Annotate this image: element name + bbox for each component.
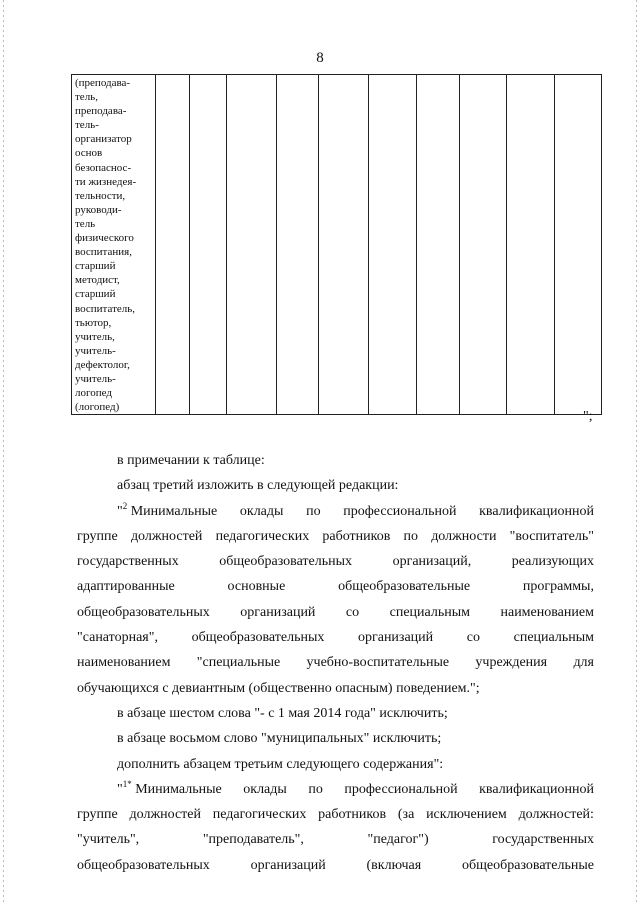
word: для [573, 655, 594, 671]
word: должностей [130, 528, 203, 544]
position-list-line: руководи- [75, 203, 122, 216]
word: общеобразовательных [219, 554, 353, 570]
position-list-line: тель- [75, 119, 99, 132]
note-2-line [77, 625, 594, 650]
empty-table-cell [417, 75, 460, 415]
note-number: 1* [122, 778, 132, 789]
empty-table-cell [227, 75, 277, 415]
word: наименованием [77, 655, 171, 671]
word: основные [227, 579, 286, 595]
paragraph-eight-amendment: в абзаце восьмом слово "муниципальных" исключить; [117, 731, 442, 747]
word: Минимальные [127, 503, 218, 519]
empty-table-cell [190, 75, 227, 415]
note-2-first-line [77, 499, 594, 524]
word: наименованием [500, 604, 594, 620]
word: организаций [357, 630, 434, 646]
empty-table-cell [369, 75, 417, 415]
word: оклады [243, 781, 287, 797]
word: "преподаватель", [202, 832, 304, 848]
word: адаптированные [77, 579, 175, 595]
word: должности [431, 528, 497, 544]
position-list-line: физического [75, 232, 134, 245]
table-closing-quote: "; [583, 409, 593, 424]
word: со [466, 630, 480, 646]
word: организаций [250, 857, 326, 873]
word: государственных [492, 832, 594, 848]
empty-table-cell [156, 75, 190, 415]
position-list-line: тьютор, [75, 316, 112, 329]
note-open-quote: " [117, 503, 123, 519]
position-list-line: методист, [75, 274, 120, 287]
word: (за [397, 807, 415, 823]
position-list-line: тельности, [75, 189, 126, 202]
empty-table-cell [319, 75, 369, 415]
add-paragraph-instruction: дополнить абзацем третьим следующего содержания": [117, 756, 444, 772]
position-list-line: логопед [75, 387, 112, 400]
word: организаций, [392, 554, 472, 570]
word: общеобразовательных [77, 604, 210, 620]
position-list-line: старший [75, 288, 116, 301]
word: работников [322, 528, 391, 544]
word: должностей: [518, 807, 594, 823]
word: педагогических [212, 807, 307, 823]
word: исключением [426, 807, 507, 823]
word: по [308, 781, 323, 797]
position-list-line: (логопед) [75, 401, 120, 414]
position-list-line: (преподава- [75, 77, 131, 89]
word: "воспитатель" [509, 528, 594, 544]
empty-table-cell [460, 75, 507, 415]
word: (включая [366, 857, 422, 873]
position-list-cell [72, 75, 156, 415]
scan-edge-right [636, 0, 637, 905]
note-2-line [77, 574, 594, 599]
paragraph-six-amendment: в абзаце шестом слова "- с 1 мая 2014 года" исключить; [117, 705, 448, 721]
note-2-line [77, 524, 594, 549]
word: работников [318, 807, 387, 823]
empty-table-cell [277, 75, 319, 415]
word: общеобразовательные [461, 857, 594, 873]
position-list-line: преподава- [75, 105, 127, 118]
position-list-line: основ [75, 147, 103, 160]
position-list-line: организатор [75, 133, 132, 146]
note-1-line [77, 802, 594, 827]
note-intro-paragraph: в примечании к таблице: [117, 453, 265, 468]
word: "педагог") [367, 832, 429, 848]
word: "учитель", [77, 832, 140, 848]
word: квалификационной [479, 781, 594, 797]
note-mark-with-first-word [117, 777, 222, 802]
continuation-table [71, 74, 602, 415]
word: группе [77, 528, 118, 544]
position-list-line: дефектолог, [75, 358, 130, 371]
word: группе [77, 807, 118, 823]
word: учреждения [475, 655, 548, 671]
note-number: 2 [122, 500, 128, 511]
position-list-line: учитель- [75, 344, 116, 357]
scan-edge-left [3, 0, 4, 905]
word: учебно-воспитательные [306, 655, 450, 671]
word: государственных [77, 554, 179, 570]
word: по [403, 528, 419, 544]
word: со [345, 604, 360, 620]
word: профессиональной [344, 781, 458, 797]
position-list-line: воспитания, [75, 246, 132, 259]
word: общеобразовательных [77, 857, 210, 873]
position-list-line: воспитатель, [75, 302, 136, 315]
position-list-line: ти жизнедея- [75, 175, 137, 188]
word: педагогических [215, 528, 310, 544]
word: квалификационной [479, 503, 594, 519]
word: профессиональной [343, 503, 457, 519]
note-2-last-line: обучающихся с девиантным (общественно опасным) поведением."; [77, 680, 480, 696]
word: должностей [129, 807, 202, 823]
word: Минимальные [131, 781, 222, 797]
page-number: 8 [316, 50, 324, 66]
note-2-line [77, 600, 594, 625]
position-list-line: учитель, [75, 330, 115, 343]
word: общеобразовательных [191, 630, 325, 646]
table-row [72, 75, 602, 415]
position-list-line: тель [75, 217, 96, 230]
word: специальным [513, 630, 594, 646]
word: по [306, 503, 321, 519]
position-list-line: тель, [75, 91, 98, 104]
position-list-line: безопаснос- [75, 161, 132, 174]
body-text-top [77, 448, 594, 878]
note-1-line [77, 827, 594, 852]
note-1-line [77, 853, 594, 878]
word: общеобразовательные [338, 579, 471, 595]
word: программы, [522, 579, 594, 595]
note-2-line [77, 549, 594, 574]
word: оклады [239, 503, 284, 519]
empty-table-cell [555, 75, 602, 415]
note-1-first-line [77, 777, 594, 802]
note-2-line [77, 650, 594, 675]
word: реализующих [511, 554, 594, 570]
empty-table-cell [507, 75, 555, 415]
position-list-line: старший [75, 260, 116, 273]
word: "специальные [196, 655, 281, 671]
paragraph-three-intro: абзац третий изложить в следующей редакции: [117, 478, 399, 494]
word: "санаторная", [77, 630, 158, 646]
note-mark-with-first-word [117, 499, 217, 524]
note-open-quote: " [117, 781, 123, 797]
word: специальным [389, 604, 470, 620]
word: организаций [240, 604, 316, 620]
position-list-line: учитель- [75, 372, 116, 385]
